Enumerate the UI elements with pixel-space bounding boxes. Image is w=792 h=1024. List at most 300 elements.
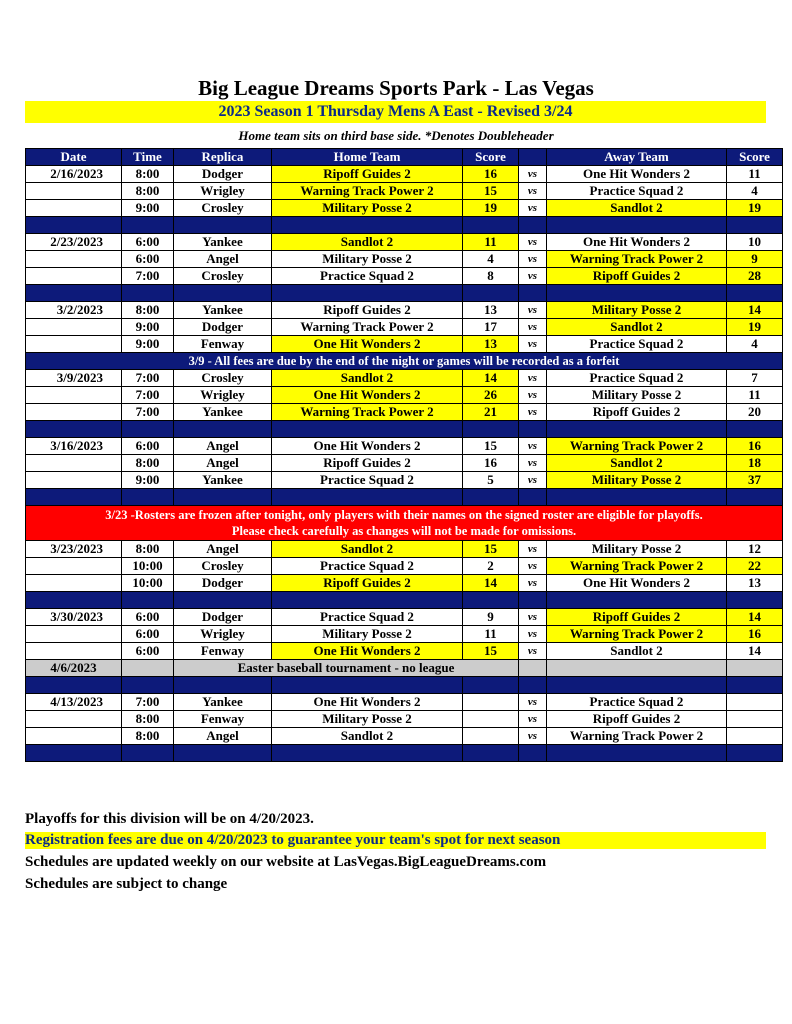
- away-score: 14: [727, 643, 783, 660]
- game-date: [26, 728, 122, 745]
- game-row: [26, 319, 783, 336]
- game-time: 6:00: [122, 626, 174, 643]
- fees-notice-text: [26, 353, 783, 370]
- away-score: 19: [727, 319, 783, 336]
- away-team: Practice Squad 2: [547, 694, 727, 711]
- game-date: [26, 336, 122, 353]
- home-score: 16: [463, 455, 519, 472]
- away-score: 7: [727, 370, 783, 387]
- away-score: 4: [727, 336, 783, 353]
- away-team: Ripoff Guides 2: [547, 609, 727, 626]
- game-row: [26, 268, 783, 285]
- away-team: One Hit Wonders 2: [547, 234, 727, 251]
- separator-row: [26, 217, 783, 234]
- away-score: 12: [727, 541, 783, 558]
- away-score: [727, 711, 783, 728]
- separator-cell: [122, 217, 174, 234]
- away-score: 37: [727, 472, 783, 489]
- game-replica: Crosley: [174, 268, 272, 285]
- col-header-home-team: Home Team: [272, 149, 463, 166]
- home-team: Sandlot 2: [272, 234, 463, 251]
- separator-cell: [122, 421, 174, 438]
- game-time: 7:00: [122, 268, 174, 285]
- separator-cell: [519, 217, 547, 234]
- vs-label: vs: [519, 609, 547, 626]
- home-score: 15: [463, 183, 519, 200]
- separator-cell: [519, 421, 547, 438]
- game-date: 3/9/2023: [26, 370, 122, 387]
- home-score: 11: [463, 234, 519, 251]
- easter-empty: [727, 660, 783, 677]
- game-time: 9:00: [122, 336, 174, 353]
- away-team: Warning Track Power 2: [547, 728, 727, 745]
- home-score: 26: [463, 387, 519, 404]
- game-row: [26, 438, 783, 455]
- game-row: [26, 336, 783, 353]
- separator-cell: [547, 677, 727, 694]
- home-score: 13: [463, 302, 519, 319]
- separator-cell: [727, 592, 783, 609]
- home-team: Ripoff Guides 2: [272, 575, 463, 592]
- separator-row: [26, 489, 783, 506]
- game-replica: Angel: [174, 455, 272, 472]
- away-score: 18: [727, 455, 783, 472]
- game-date: 2/23/2023: [26, 234, 122, 251]
- col-header-vs: [519, 149, 547, 166]
- game-row: [26, 558, 783, 575]
- game-row: [26, 251, 783, 268]
- game-time: 8:00: [122, 455, 174, 472]
- separator-cell: [272, 592, 463, 609]
- col-header-home-score: Score: [463, 149, 519, 166]
- game-time: 8:00: [122, 302, 174, 319]
- away-team: Ripoff Guides 2: [547, 404, 727, 421]
- separator-cell: [26, 745, 122, 762]
- game-date: [26, 575, 122, 592]
- game-time: 6:00: [122, 234, 174, 251]
- home-team: Practice Squad 2: [272, 268, 463, 285]
- game-replica: Fenway: [174, 336, 272, 353]
- away-score: 4: [727, 183, 783, 200]
- game-date: [26, 251, 122, 268]
- separator-cell: [26, 217, 122, 234]
- away-team: Ripoff Guides 2: [547, 268, 727, 285]
- away-team: Warning Track Power 2: [547, 558, 727, 575]
- separator-cell: [463, 745, 519, 762]
- home-team: Sandlot 2: [272, 728, 463, 745]
- game-date: [26, 472, 122, 489]
- separator-cell: [122, 489, 174, 506]
- separator-cell: [727, 285, 783, 302]
- home-team-note: Home team sits on third base side. *Denotes Doubleheader: [238, 128, 554, 143]
- separator-row: [26, 285, 783, 302]
- away-score: 16: [727, 626, 783, 643]
- vs-label: vs: [519, 643, 547, 660]
- game-time: 7:00: [122, 370, 174, 387]
- easter-empty: [122, 660, 174, 677]
- separator-cell: [272, 285, 463, 302]
- away-team: Ripoff Guides 2: [547, 711, 727, 728]
- separator-cell: [727, 217, 783, 234]
- home-score: 14: [463, 370, 519, 387]
- home-team: Ripoff Guides 2: [272, 166, 463, 183]
- vs-label: vs: [519, 319, 547, 336]
- separator-cell: [547, 489, 727, 506]
- home-score: 17: [463, 319, 519, 336]
- game-replica: Yankee: [174, 472, 272, 489]
- vs-label: vs: [519, 387, 547, 404]
- schedule-body: [26, 149, 783, 762]
- home-score: 8: [463, 268, 519, 285]
- separator-cell: [272, 489, 463, 506]
- home-score: 9: [463, 609, 519, 626]
- separator-cell: [463, 421, 519, 438]
- home-team: Military Posse 2: [272, 251, 463, 268]
- separator-row: [26, 421, 783, 438]
- game-date: [26, 268, 122, 285]
- away-score: 14: [727, 302, 783, 319]
- away-team: Sandlot 2: [547, 455, 727, 472]
- home-score: [463, 728, 519, 745]
- separator-cell: [174, 217, 272, 234]
- easter-empty: [547, 660, 727, 677]
- separator-cell: [547, 421, 727, 438]
- col-header-away-score: Score: [727, 149, 783, 166]
- game-time: 9:00: [122, 200, 174, 217]
- vs-label: vs: [519, 626, 547, 643]
- vs-label: vs: [519, 438, 547, 455]
- separator-cell: [272, 745, 463, 762]
- separator-row: [26, 677, 783, 694]
- home-team: Military Posse 2: [272, 711, 463, 728]
- game-row: [26, 472, 783, 489]
- home-team: Ripoff Guides 2: [272, 455, 463, 472]
- separator-cell: [26, 489, 122, 506]
- separator-cell: [174, 489, 272, 506]
- vs-label: vs: [519, 183, 547, 200]
- col-header-replica: Replica: [174, 149, 272, 166]
- away-team: Practice Squad 2: [547, 183, 727, 200]
- game-row: [26, 200, 783, 217]
- col-header-time: Time: [122, 149, 174, 166]
- game-date: [26, 200, 122, 217]
- away-team: Warning Track Power 2: [547, 438, 727, 455]
- separator-cell: [727, 421, 783, 438]
- separator-cell: [174, 421, 272, 438]
- game-time: 7:00: [122, 404, 174, 421]
- home-score: 15: [463, 438, 519, 455]
- separator-cell: [727, 677, 783, 694]
- separator-cell: [122, 592, 174, 609]
- away-score: 19: [727, 200, 783, 217]
- separator-cell: [272, 677, 463, 694]
- game-replica: Angel: [174, 541, 272, 558]
- game-row: [26, 234, 783, 251]
- separator-cell: [519, 592, 547, 609]
- game-date: [26, 643, 122, 660]
- home-team: Warning Track Power 2: [272, 183, 463, 200]
- home-score: 21: [463, 404, 519, 421]
- game-replica: Yankee: [174, 694, 272, 711]
- game-date: 3/23/2023: [26, 541, 122, 558]
- game-time: 8:00: [122, 541, 174, 558]
- game-row: [26, 694, 783, 711]
- separator-cell: [122, 285, 174, 302]
- game-replica: Dodger: [174, 166, 272, 183]
- separator-cell: [272, 217, 463, 234]
- away-team: Military Posse 2: [547, 472, 727, 489]
- away-score: 22: [727, 558, 783, 575]
- home-score: [463, 694, 519, 711]
- away-score: [727, 728, 783, 745]
- easter-date: 4/6/2023: [26, 660, 122, 677]
- away-team: Military Posse 2: [547, 387, 727, 404]
- game-time: 9:00: [122, 472, 174, 489]
- page-title: Big League Dreams Sports Park - Las Vegas: [198, 76, 594, 100]
- separator-cell: [174, 285, 272, 302]
- game-replica: Angel: [174, 438, 272, 455]
- away-score: 28: [727, 268, 783, 285]
- game-row: [26, 728, 783, 745]
- game-time: 7:00: [122, 387, 174, 404]
- game-row: [26, 575, 783, 592]
- game-row: [26, 183, 783, 200]
- home-score: 16: [463, 166, 519, 183]
- separator-cell: [519, 489, 547, 506]
- separator-row: [26, 592, 783, 609]
- game-replica: Dodger: [174, 609, 272, 626]
- game-time: 6:00: [122, 438, 174, 455]
- away-score: 13: [727, 575, 783, 592]
- home-score: 19: [463, 200, 519, 217]
- fees-notice-line: 3/9 - All fees are due by the end of the night or games will be recorded as a forfeit: [188, 354, 620, 368]
- away-team: One Hit Wonders 2: [547, 575, 727, 592]
- game-time: 6:00: [122, 643, 174, 660]
- website-note: Schedules are updated weekly on our website at LasVegas.BigLeagueDreams.com: [25, 854, 547, 870]
- separator-cell: [26, 421, 122, 438]
- game-replica: Fenway: [174, 643, 272, 660]
- vs-label: vs: [519, 728, 547, 745]
- vs-label: vs: [519, 558, 547, 575]
- home-score: 11: [463, 626, 519, 643]
- game-time: 6:00: [122, 251, 174, 268]
- separator-cell: [174, 677, 272, 694]
- vs-label: vs: [519, 694, 547, 711]
- separator-cell: [519, 677, 547, 694]
- separator-cell: [727, 745, 783, 762]
- vs-label: vs: [519, 268, 547, 285]
- game-row: [26, 302, 783, 319]
- separator-cell: [547, 285, 727, 302]
- vs-label: vs: [519, 455, 547, 472]
- home-score: 14: [463, 575, 519, 592]
- away-team: One Hit Wonders 2: [547, 166, 727, 183]
- game-replica: Angel: [174, 251, 272, 268]
- home-team: Sandlot 2: [272, 370, 463, 387]
- game-time: 9:00: [122, 319, 174, 336]
- game-row: [26, 643, 783, 660]
- away-team: Military Posse 2: [547, 302, 727, 319]
- game-replica: Wrigley: [174, 626, 272, 643]
- game-row: [26, 609, 783, 626]
- separator-cell: [547, 592, 727, 609]
- separator-cell: [174, 592, 272, 609]
- game-replica: Crosley: [174, 370, 272, 387]
- away-score: 11: [727, 166, 783, 183]
- home-team: One Hit Wonders 2: [272, 438, 463, 455]
- game-date: 4/13/2023: [26, 694, 122, 711]
- separator-cell: [26, 592, 122, 609]
- roster-notice-line: Please check carefully as changes will not be made for omissions.: [231, 524, 577, 538]
- easter-empty: [519, 660, 547, 677]
- separator-cell: [26, 677, 122, 694]
- home-team: Warning Track Power 2: [272, 319, 463, 336]
- game-date: [26, 558, 122, 575]
- game-date: 3/16/2023: [26, 438, 122, 455]
- separator-row: [26, 745, 783, 762]
- home-team: One Hit Wonders 2: [272, 336, 463, 353]
- game-date: [26, 455, 122, 472]
- vs-label: vs: [519, 302, 547, 319]
- roster-notice: [26, 506, 783, 541]
- game-date: 3/2/2023: [26, 302, 122, 319]
- separator-cell: [547, 745, 727, 762]
- easter-text: Easter baseball tournament - no league: [174, 660, 519, 677]
- game-replica: Wrigley: [174, 183, 272, 200]
- home-team: One Hit Wonders 2: [272, 387, 463, 404]
- col-header-date: Date: [26, 149, 122, 166]
- away-score: 16: [727, 438, 783, 455]
- game-time: 8:00: [122, 183, 174, 200]
- game-row: [26, 711, 783, 728]
- separator-cell: [547, 217, 727, 234]
- separator-cell: [519, 745, 547, 762]
- separator-cell: [272, 421, 463, 438]
- game-date: [26, 183, 122, 200]
- away-score: 10: [727, 234, 783, 251]
- separator-cell: [463, 677, 519, 694]
- game-row: [26, 166, 783, 183]
- registration-note: Registration fees are due on 4/20/2023 to guarantee your team's spot for next season: [25, 832, 766, 849]
- away-team: Sandlot 2: [547, 319, 727, 336]
- home-team: Practice Squad 2: [272, 558, 463, 575]
- separator-cell: [463, 217, 519, 234]
- home-score: 15: [463, 643, 519, 660]
- vs-label: vs: [519, 200, 547, 217]
- game-replica: Yankee: [174, 234, 272, 251]
- col-header-away-team: Away Team: [547, 149, 727, 166]
- vs-label: vs: [519, 575, 547, 592]
- game-row: [26, 387, 783, 404]
- game-time: 10:00: [122, 575, 174, 592]
- vs-label: vs: [519, 711, 547, 728]
- game-row: [26, 541, 783, 558]
- vs-label: vs: [519, 472, 547, 489]
- vs-label: vs: [519, 541, 547, 558]
- game-replica: Crosley: [174, 558, 272, 575]
- game-replica: Crosley: [174, 200, 272, 217]
- game-time: 10:00: [122, 558, 174, 575]
- away-score: [727, 694, 783, 711]
- vs-label: vs: [519, 370, 547, 387]
- game-row: [26, 370, 783, 387]
- separator-cell: [727, 489, 783, 506]
- schedule-table: [25, 148, 783, 762]
- game-row: [26, 455, 783, 472]
- game-replica: Fenway: [174, 711, 272, 728]
- game-date: 3/30/2023: [26, 609, 122, 626]
- away-score: 9: [727, 251, 783, 268]
- roster-notice-text: [26, 506, 783, 541]
- home-team: Practice Squad 2: [272, 609, 463, 626]
- away-team: Warning Track Power 2: [547, 251, 727, 268]
- header-row: [26, 149, 783, 166]
- vs-label: vs: [519, 251, 547, 268]
- game-replica: Wrigley: [174, 387, 272, 404]
- page-subtitle: 2023 Season 1 Thursday Mens A East - Revised 3/24: [25, 101, 766, 123]
- separator-cell: [519, 285, 547, 302]
- away-team: Practice Squad 2: [547, 370, 727, 387]
- separator-cell: [122, 677, 174, 694]
- away-team: Warning Track Power 2: [547, 626, 727, 643]
- home-score: 5: [463, 472, 519, 489]
- game-replica: Dodger: [174, 575, 272, 592]
- home-team: Ripoff Guides 2: [272, 302, 463, 319]
- vs-label: vs: [519, 234, 547, 251]
- home-team: One Hit Wonders 2: [272, 643, 463, 660]
- vs-label: vs: [519, 336, 547, 353]
- home-team: One Hit Wonders 2: [272, 694, 463, 711]
- separator-cell: [26, 285, 122, 302]
- game-time: 8:00: [122, 728, 174, 745]
- away-team: Practice Squad 2: [547, 336, 727, 353]
- playoffs-note: Playoffs for this division will be on 4/20/2023.: [25, 811, 314, 827]
- game-time: 8:00: [122, 711, 174, 728]
- game-row: [26, 404, 783, 421]
- away-score: 11: [727, 387, 783, 404]
- game-date: [26, 387, 122, 404]
- home-team: Practice Squad 2: [272, 472, 463, 489]
- separator-cell: [463, 592, 519, 609]
- away-score: 14: [727, 609, 783, 626]
- fees-notice: [26, 353, 783, 370]
- game-replica: Angel: [174, 728, 272, 745]
- home-team: Sandlot 2: [272, 541, 463, 558]
- game-date: [26, 319, 122, 336]
- game-time: 6:00: [122, 609, 174, 626]
- change-note: Schedules are subject to change: [25, 876, 228, 892]
- game-date: [26, 711, 122, 728]
- vs-label: vs: [519, 404, 547, 421]
- game-replica: Dodger: [174, 319, 272, 336]
- home-score: 2: [463, 558, 519, 575]
- game-row: [26, 626, 783, 643]
- game-date: 2/16/2023: [26, 166, 122, 183]
- separator-cell: [122, 745, 174, 762]
- easter-row: [26, 660, 783, 677]
- away-team: Military Posse 2: [547, 541, 727, 558]
- home-score: 13: [463, 336, 519, 353]
- game-replica: Yankee: [174, 404, 272, 421]
- home-score: 15: [463, 541, 519, 558]
- home-score: [463, 711, 519, 728]
- game-replica: Yankee: [174, 302, 272, 319]
- home-team: Military Posse 2: [272, 626, 463, 643]
- home-team: Military Posse 2: [272, 200, 463, 217]
- game-time: 7:00: [122, 694, 174, 711]
- game-date: [26, 626, 122, 643]
- away-team: Sandlot 2: [547, 643, 727, 660]
